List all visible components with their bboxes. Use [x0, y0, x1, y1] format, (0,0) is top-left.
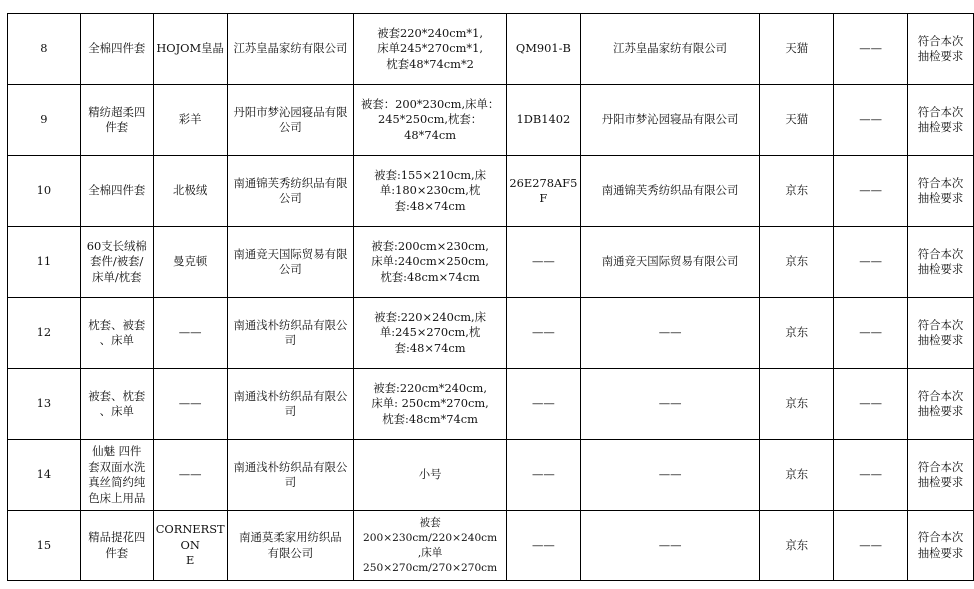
seller-cell: ——: [580, 511, 760, 581]
product-name-cell: 60支长绒棉 套件/被套/ 床单/枕套: [80, 227, 153, 298]
inspection-result-cell: 符合本次 抽检要求: [908, 369, 974, 440]
nonconforming-item-cell: ——: [834, 85, 908, 156]
model-number-cell: QM901-B: [506, 14, 580, 85]
inspection-result-cell: 符合本次 抽检要求: [908, 85, 974, 156]
nonconforming-item-cell: ——: [834, 511, 908, 581]
product-name-cell: 全棉四件套: [80, 14, 153, 85]
seller-cell: ——: [580, 298, 760, 369]
producer-cell: 江苏皇晶家纺有限公司: [227, 14, 354, 85]
seller-cell: 南通锦芙秀纺织品有限公司: [580, 156, 760, 227]
sampling-results-table: [7, 13, 974, 581]
product-name-cell: 枕套、被套 、床单: [80, 298, 153, 369]
specification-cell: 被套220*240cm*1, 床单245*270cm*1, 枕套48*74cm*2: [354, 14, 507, 85]
inspection-result-cell: 符合本次 抽检要求: [908, 156, 974, 227]
row-number-cell: 8: [8, 14, 81, 85]
model-number-cell: ——: [506, 369, 580, 440]
model-number-cell: ——: [506, 298, 580, 369]
table-row: [8, 511, 974, 581]
brand-cell: 北极绒: [153, 156, 227, 227]
seller-cell: ——: [580, 369, 760, 440]
table-row: [8, 85, 974, 156]
table-row: [8, 156, 974, 227]
producer-cell: 南通浅朴纺织品有限公司: [227, 440, 354, 511]
nonconforming-item-cell: ——: [834, 156, 908, 227]
platform-cell: 京东: [760, 440, 834, 511]
row-number-cell: 14: [8, 440, 81, 511]
row-number-cell: 15: [8, 511, 81, 581]
brand-cell: ——: [153, 440, 227, 511]
product-name-cell: 被套、枕套 、床单: [80, 369, 153, 440]
table-row: [8, 369, 974, 440]
product-name-cell: 仙魅 四件 套双面水洗 真丝简约纯 色床上用品: [80, 440, 153, 511]
table-row: [8, 227, 974, 298]
specification-cell: 被套 200×230cm/220×240cm ,床单 250×270cm/270×270cm: [354, 511, 507, 581]
inspection-result-cell: 符合本次 抽检要求: [908, 227, 974, 298]
seller-cell: 江苏皇晶家纺有限公司: [580, 14, 760, 85]
inspection-result-cell: 符合本次 抽检要求: [908, 511, 974, 581]
specification-cell: 小号: [354, 440, 507, 511]
row-number-cell: 12: [8, 298, 81, 369]
producer-cell: 南通竞天国际贸易有限公司: [227, 227, 354, 298]
row-number-cell: 9: [8, 85, 81, 156]
specification-cell: 被套:200cm×230cm, 床单:240cm×250cm, 枕套:48cm×74cm: [354, 227, 507, 298]
row-number-cell: 13: [8, 369, 81, 440]
producer-cell: 南通莫柔家用纺织品 有限公司: [227, 511, 354, 581]
seller-cell: 丹阳市梦沁园寝品有限公司: [580, 85, 760, 156]
seller-cell: ——: [580, 440, 760, 511]
specification-cell: 被套:220cm*240cm, 床单: 250cm*270cm, 枕套:48cm*74cm: [354, 369, 507, 440]
table-row: [8, 440, 974, 511]
producer-cell: 南通锦芙秀纺织品有限公司: [227, 156, 354, 227]
row-number-cell: 11: [8, 227, 81, 298]
model-number-cell: 1DB1402: [506, 85, 580, 156]
model-number-cell: ——: [506, 511, 580, 581]
model-number-cell: ——: [506, 440, 580, 511]
brand-cell: 曼克顿: [153, 227, 227, 298]
inspection-result-cell: 符合本次 抽检要求: [908, 14, 974, 85]
table-row: [8, 14, 974, 85]
specification-cell: 被套：200*230cm,床单： 245*250cm,枕套： 48*74cm: [354, 85, 507, 156]
platform-cell: 京东: [760, 227, 834, 298]
product-name-cell: 全棉四件套: [80, 156, 153, 227]
producer-cell: 丹阳市梦沁园寝品有限公司: [227, 85, 354, 156]
nonconforming-item-cell: ——: [834, 227, 908, 298]
nonconforming-item-cell: ——: [834, 369, 908, 440]
product-name-cell: 精纺超柔四件套: [80, 85, 153, 156]
brand-cell: CORNERSTON E: [153, 511, 227, 581]
seller-cell: 南通竞天国际贸易有限公司: [580, 227, 760, 298]
inspection-result-cell: 符合本次 抽检要求: [908, 298, 974, 369]
model-number-cell: 26E278AF5F: [506, 156, 580, 227]
brand-cell: HOJOM皇晶: [153, 14, 227, 85]
brand-cell: ——: [153, 369, 227, 440]
specification-cell: 被套:155×210cm,床 单:180×230cm,枕 套:48×74cm: [354, 156, 507, 227]
specification-cell: 被套:220×240cm,床 单:245×270cm,枕 套:48×74cm: [354, 298, 507, 369]
producer-cell: 南通浅朴纺织品有限公司: [227, 369, 354, 440]
platform-cell: 京东: [760, 369, 834, 440]
product-name-cell: 精品提花四 件套: [80, 511, 153, 581]
producer-cell: 南通浅朴纺织品有限公司: [227, 298, 354, 369]
platform-cell: 京东: [760, 298, 834, 369]
nonconforming-item-cell: ——: [834, 440, 908, 511]
brand-cell: ——: [153, 298, 227, 369]
model-number-cell: ——: [506, 227, 580, 298]
brand-cell: 彩羊: [153, 85, 227, 156]
table-row: [8, 298, 974, 369]
nonconforming-item-cell: ——: [834, 14, 908, 85]
platform-cell: 京东: [760, 511, 834, 581]
inspection-result-cell: 符合本次 抽检要求: [908, 440, 974, 511]
platform-cell: 天猫: [760, 14, 834, 85]
platform-cell: 京东: [760, 156, 834, 227]
nonconforming-item-cell: ——: [834, 298, 908, 369]
platform-cell: 天猫: [760, 85, 834, 156]
row-number-cell: 10: [8, 156, 81, 227]
